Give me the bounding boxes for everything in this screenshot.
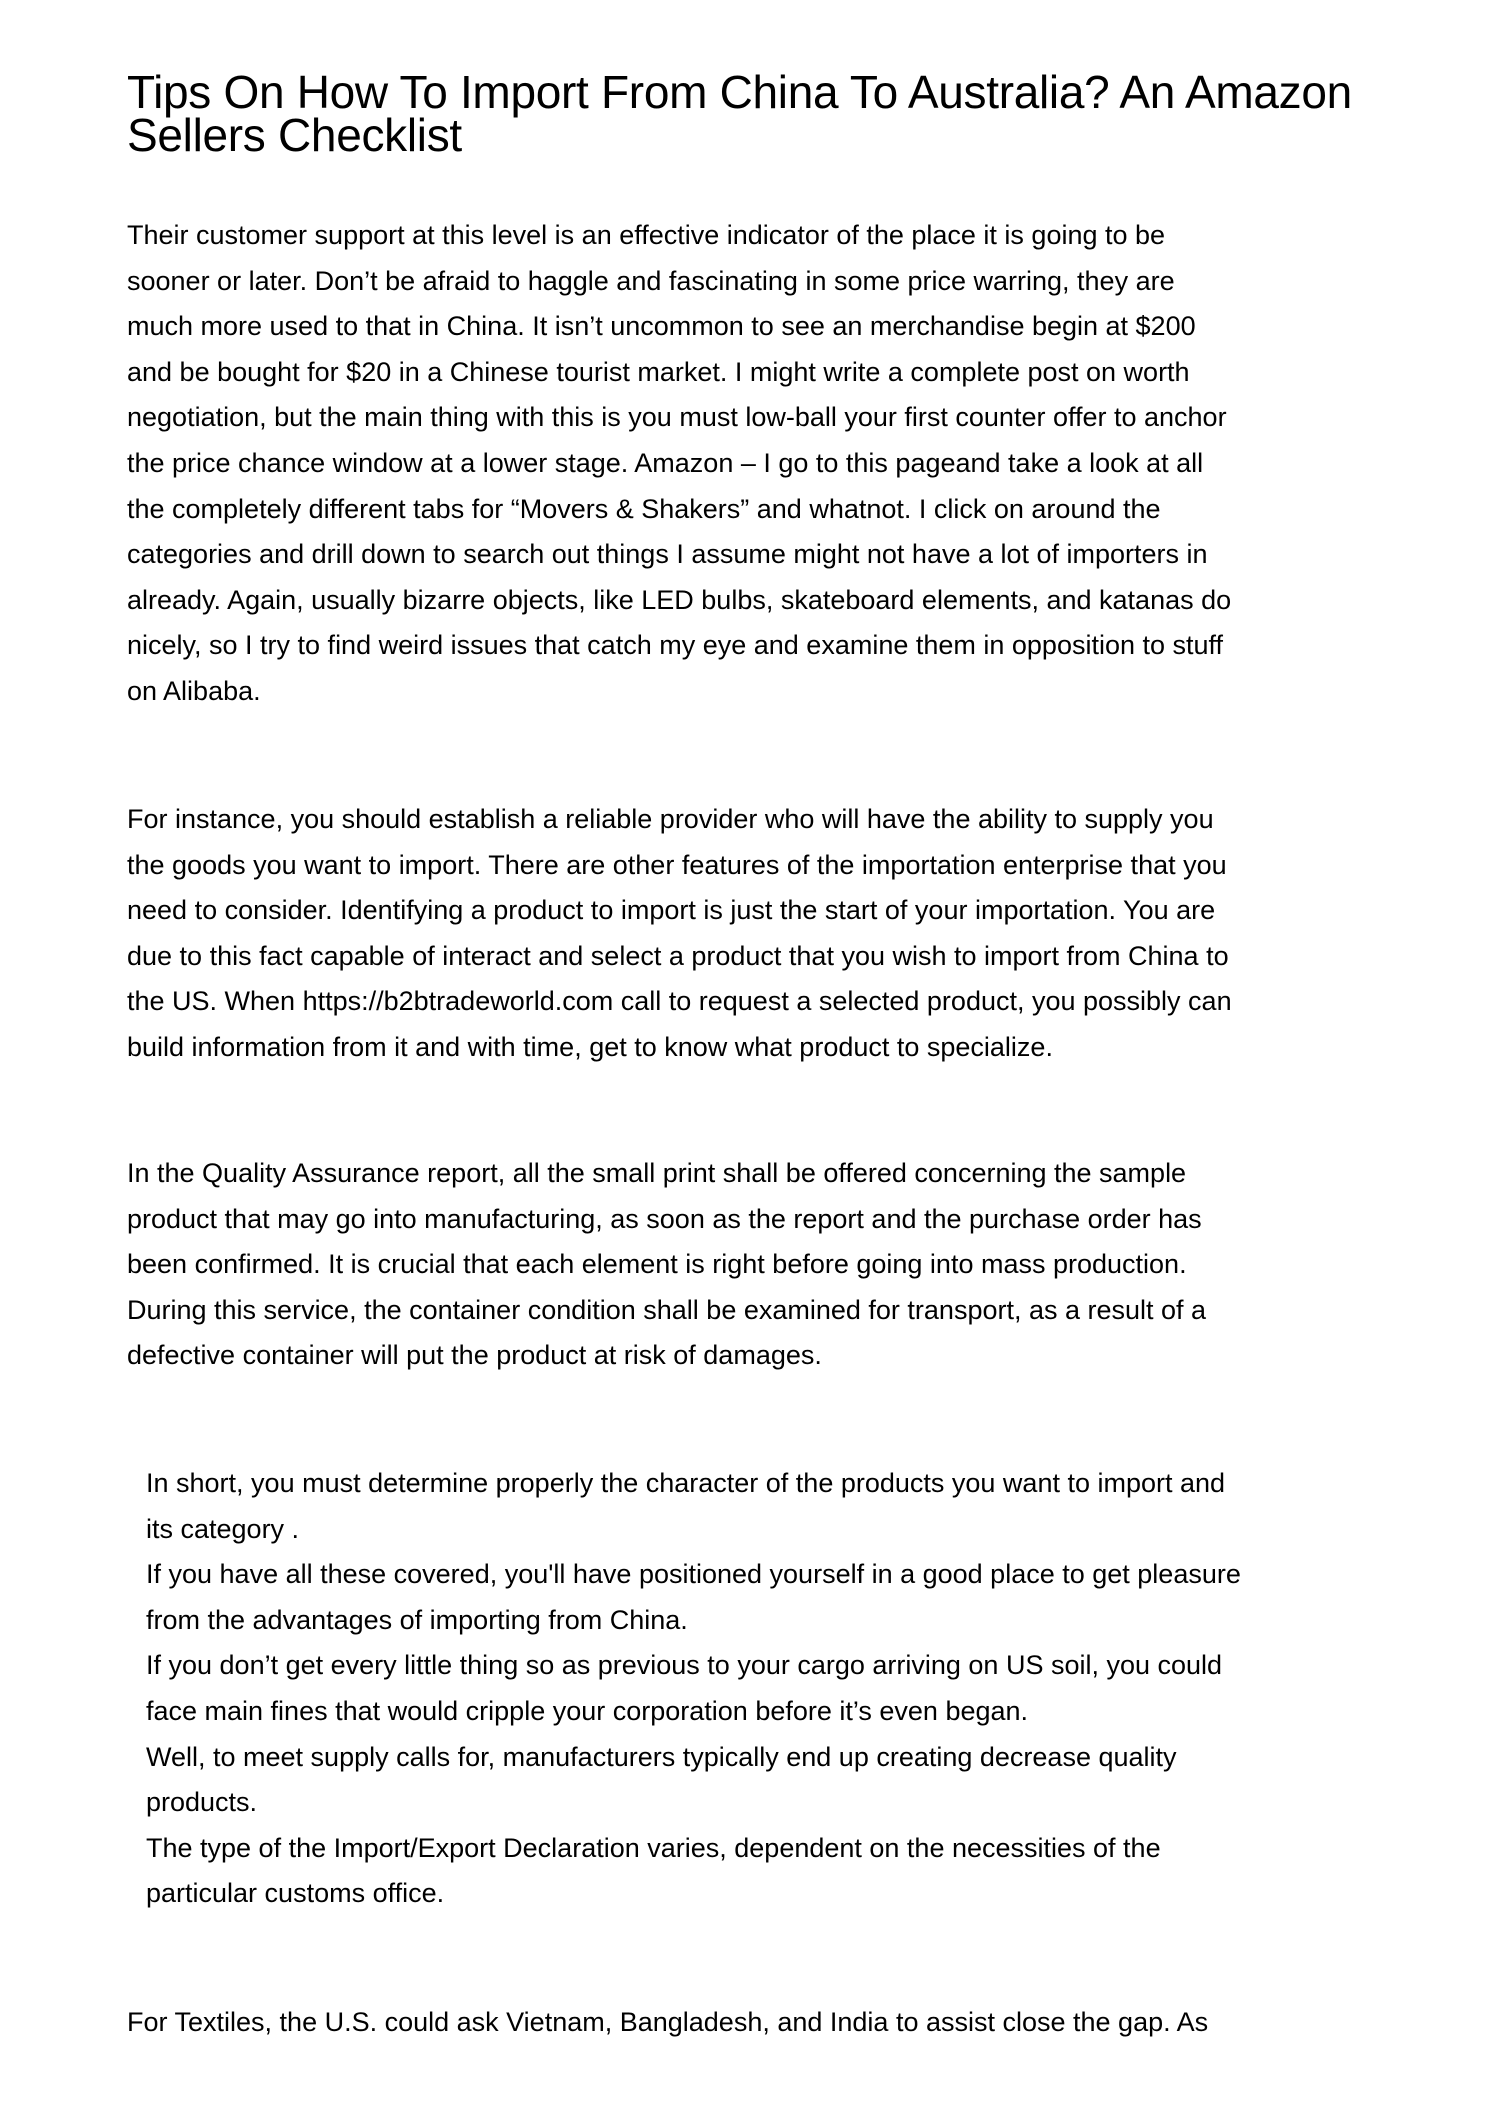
list-item [146, 1552, 1241, 1643]
text-line: defective container will put the product at risk of damages. [127, 1340, 822, 1371]
title-line: Sellers Checklist [127, 109, 462, 161]
paragraph-4 [127, 2000, 1208, 2046]
text-line: the goods you want to import. There are other features of the importation enterprise that you [127, 849, 1227, 880]
text-line: If you don’t get every little thing so as previous to your cargo arriving on US soil, you could [146, 1650, 1223, 1681]
text-line: its category . [146, 1513, 300, 1544]
paragraph-1 [127, 213, 1231, 715]
list-item [146, 1826, 1241, 1917]
text-line: and be bought for $20 in a Chinese tourist market. I might write a complete post on worth [127, 356, 1190, 387]
text-line: For Textiles, the U.S. could ask Vietnam, Bangladesh, and India to assist close the gap. As [127, 2007, 1209, 2037]
text-line: If you have all these covered, you'll have positioned yourself in a good place to get pleasure [146, 1559, 1241, 1590]
paragraph-2 [127, 797, 1232, 1071]
list-item [146, 1643, 1241, 1734]
text-line: negotiation, but the main thing with this is you must low-ball your first counter offer to anchor [127, 402, 1227, 433]
text-line: build information from it and with time, get to know what product to specialize. [127, 1031, 1053, 1062]
text-line: been confirmed. It is crucial that each element is right before going into mass production. [127, 1249, 1187, 1280]
text-line: For instance, you should establish a reliable provider who will have the ability to supply you [127, 804, 1214, 834]
list-item [146, 1735, 1241, 1826]
list-item [146, 1461, 1241, 1552]
text-line: already. Again, usually bizarre objects, like LED bulbs, skateboard elements, and katanas do [127, 584, 1232, 615]
text-line: much more used to that in China. It isn’t uncommon to see an merchandise begin at $200 [127, 311, 1196, 342]
text-line: particular customs office. [146, 1878, 445, 1909]
text-line: nicely, so I try to find weird issues that catch my eye and examine them in opposition to stuff [127, 630, 1224, 661]
page-title [127, 66, 1352, 161]
text-line: products. [146, 1787, 258, 1818]
text-line: the completely different tabs for “Movers & Shakers” and whatnot. I click on around the [127, 493, 1161, 524]
tips-list [146, 1461, 1241, 1917]
text-line: In short, you must determine properly the character of the products you want to import and [146, 1468, 1226, 1498]
text-line: the price chance window at a lower stage. Amazon – I go to this pageand take a look at all [127, 447, 1204, 478]
paragraph-3 [127, 1151, 1206, 1379]
text-line: categories and drill down to search out things I assume might not have a lot of importers in [127, 539, 1208, 570]
text-line: due to this fact capable of interact and select a product that you wish to import from China to [127, 940, 1229, 971]
text-line: product that may go into manufacturing, as soon as the report and the purchase order has [127, 1203, 1202, 1234]
text-line: the US. When https://b2btradeworld.com call to request a selected product, you possibly can [127, 986, 1232, 1017]
text-line: The type of the Import/Export Declaration varies, dependent on the necessities of the [146, 1832, 1161, 1863]
text-line: sooner or later. Don’t be afraid to haggle and fascinating in some price warring, they are [127, 265, 1175, 296]
title-line: Tips On How To Import From China To Australia? An Amazon [127, 66, 1352, 118]
text-line: Well, to meet supply calls for, manufacturers typically end up creating decrease quality [146, 1741, 1177, 1772]
text-line: Their customer support at this level is an effective indicator of the place it is going to be [127, 220, 1166, 250]
text-line: During this service, the container condition shall be examined for transport, as a result of a [127, 1294, 1207, 1325]
text-line: on Alibaba. [127, 675, 261, 706]
text-line: from the advantages of importing from China. [146, 1604, 688, 1635]
text-line: In the Quality Assurance report, all the small print shall be offered concerning the sample [127, 1158, 1187, 1188]
text-line: need to consider. Identifying a product to import is just the start of your importation. You are [127, 895, 1216, 926]
text-line: face main fines that would cripple your corporation before it’s even began. [146, 1695, 1029, 1726]
